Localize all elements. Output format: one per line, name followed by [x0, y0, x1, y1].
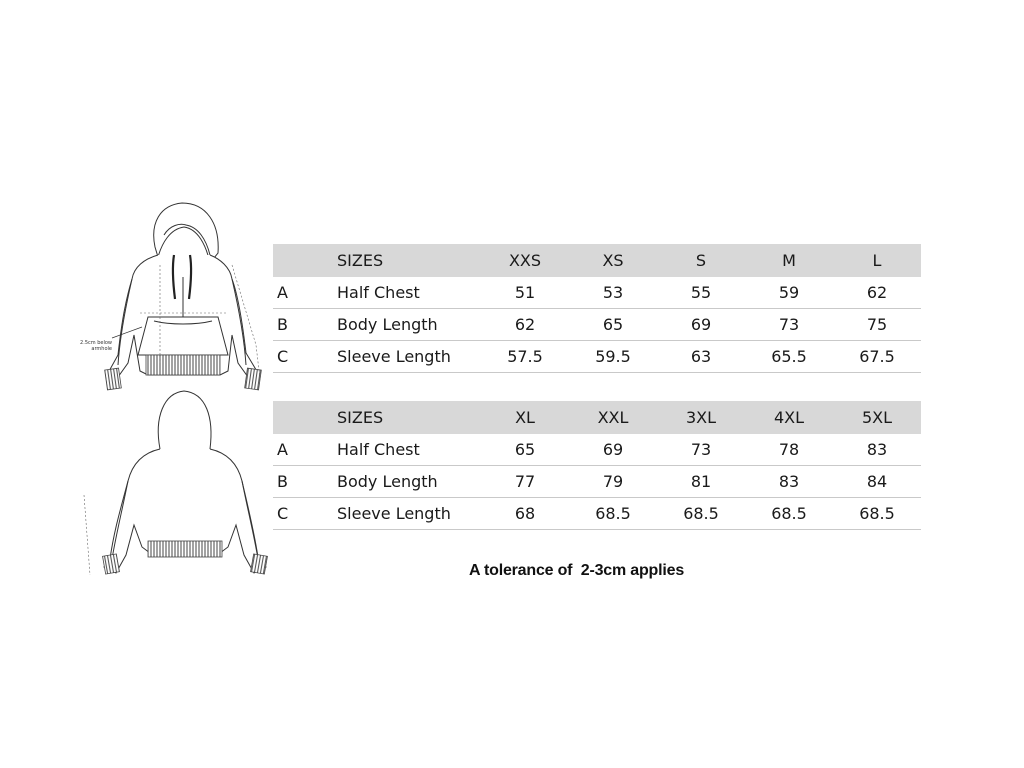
- measure-label: Half Chest: [337, 440, 420, 459]
- table-row: [273, 466, 921, 498]
- table-row: [273, 498, 921, 530]
- size-header: 4XL: [773, 408, 805, 427]
- measure-value: 68.5: [859, 504, 895, 523]
- measure-value: 83: [778, 472, 800, 491]
- measure-value: 78: [778, 440, 800, 459]
- armhole-annotation: [72, 340, 112, 352]
- table-row: [273, 434, 921, 466]
- measure-value: 79: [602, 472, 624, 491]
- size-chart-table-small: [273, 244, 921, 373]
- measure-value: 59.5: [595, 347, 631, 366]
- size-header: L: [872, 251, 882, 270]
- measure-value: 65: [602, 315, 624, 334]
- measure-value: 68.5: [595, 504, 631, 523]
- measure-code: B: [277, 472, 288, 491]
- hoodie-diagram: [60, 195, 270, 585]
- measure-value: 77: [514, 472, 536, 491]
- measure-label: Body Length: [337, 315, 438, 334]
- measure-value: 53: [602, 283, 624, 302]
- size-header: 5XL: [861, 408, 893, 427]
- measure-code: C: [277, 347, 289, 366]
- size-header: 3XL: [685, 408, 717, 427]
- size-chart-table-large: [273, 401, 921, 530]
- sizes-header: SIZES: [337, 251, 384, 270]
- measure-value: 55: [690, 283, 712, 302]
- measure-value: 59: [778, 283, 800, 302]
- table-row: [273, 277, 921, 309]
- measure-value: 84: [866, 472, 888, 491]
- measure-value: 63: [690, 347, 712, 366]
- size-header: XXS: [508, 251, 542, 270]
- table-header-row: [273, 401, 921, 434]
- measure-label: Sleeve Length: [337, 347, 451, 366]
- measure-value: 69: [602, 440, 624, 459]
- measure-value: 62: [514, 315, 536, 334]
- measure-value: 73: [690, 440, 712, 459]
- sizes-header: SIZES: [337, 408, 384, 427]
- size-header: XXL: [597, 408, 629, 427]
- measure-value: 65.5: [771, 347, 807, 366]
- measure-value: 68.5: [683, 504, 719, 523]
- measure-value: 69: [690, 315, 712, 334]
- measure-value: 83: [866, 440, 888, 459]
- measure-value: 68.5: [771, 504, 807, 523]
- back-hem-rib: [148, 541, 222, 557]
- size-header: M: [782, 251, 796, 270]
- table-row: [273, 341, 921, 373]
- hoodie-front: [108, 203, 258, 377]
- measure-code: A: [277, 283, 288, 302]
- measure-value: 68: [514, 504, 536, 523]
- measure-label: Sleeve Length: [337, 504, 451, 523]
- measure-value: 73: [778, 315, 800, 334]
- measure-value: 57.5: [507, 347, 543, 366]
- measure-code: C: [277, 504, 289, 523]
- front-hem-rib: [146, 355, 220, 375]
- size-header: S: [695, 251, 707, 270]
- measure-code: A: [277, 440, 288, 459]
- measure-label: Body Length: [337, 472, 438, 491]
- measure-value: 62: [866, 283, 888, 302]
- annotation-line-2: armhole: [91, 346, 112, 352]
- measure-code: B: [277, 315, 288, 334]
- measure-label: Half Chest: [337, 283, 420, 302]
- table-header-row: [273, 244, 921, 277]
- table-row: [273, 309, 921, 341]
- measure-value: 75: [866, 315, 888, 334]
- measure-value: 81: [690, 472, 712, 491]
- measure-value: 65: [514, 440, 536, 459]
- measure-value: 51: [514, 283, 536, 302]
- tolerance-note: A tolerance of 2-3cm applies: [469, 562, 685, 579]
- size-header: XL: [515, 408, 535, 427]
- annotation-line-1: 2.5cm below: [80, 340, 112, 346]
- hoodie-illustrations: [60, 195, 270, 585]
- size-header: XS: [602, 251, 624, 270]
- measure-value: 67.5: [859, 347, 895, 366]
